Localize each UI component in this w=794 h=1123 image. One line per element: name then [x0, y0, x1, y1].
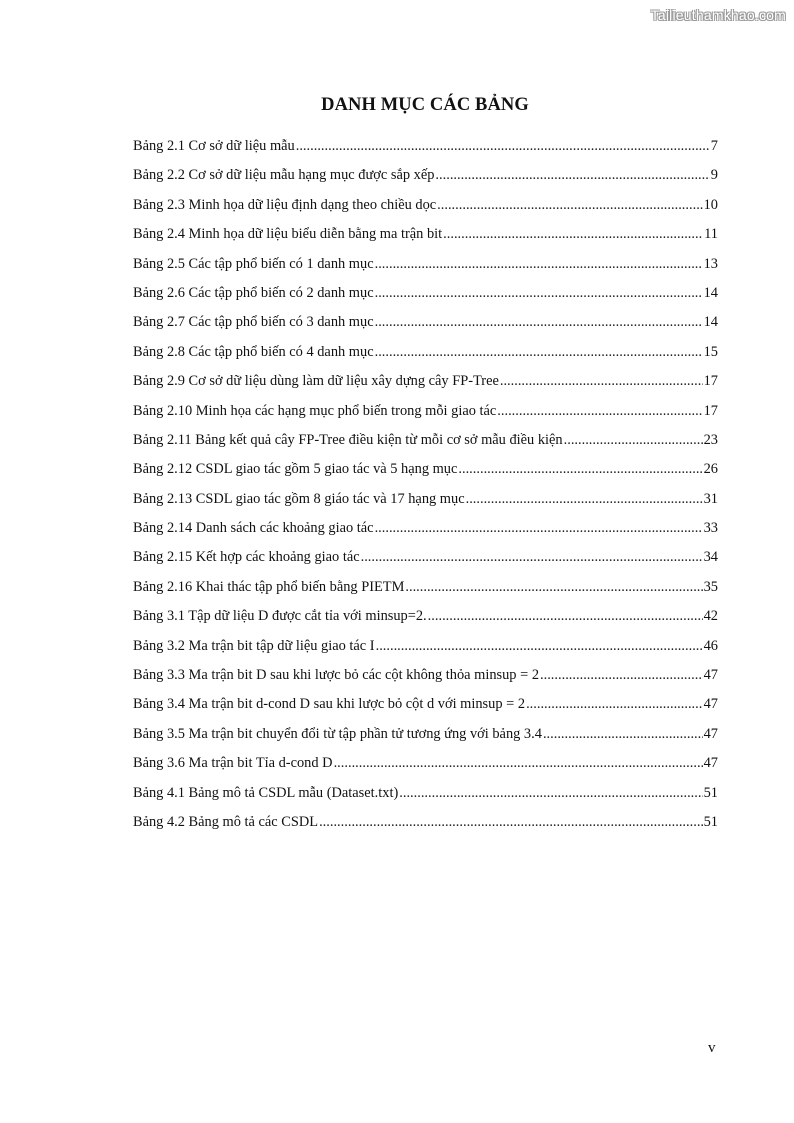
entry-label: Bảng 2.4 Minh họa dữ liệu biểu diễn bằng ma trận bit — [133, 226, 443, 243]
dot-leader — [361, 547, 703, 567]
entry-page-number: 17 — [703, 402, 718, 419]
dot-leader — [540, 665, 703, 685]
table-list-entry[interactable] — [133, 636, 718, 665]
entry-page-number: 11 — [704, 226, 718, 243]
entry-label: Bảng 2.8 Các tập phổ biến có 4 danh mục — [133, 343, 374, 360]
entry-page-number: 14 — [703, 284, 718, 301]
entry-label: Bảng 3.5 Ma trận bit chuyển đổi từ tập phần tử tương ứng với bảng 3.4 — [133, 725, 542, 742]
table-list-entry[interactable] — [133, 577, 718, 606]
entry-label: Bảng 2.12 CSDL giao tác gồm 5 giao tác và 5 hạng mục — [133, 461, 458, 478]
table-list-entry[interactable] — [133, 195, 718, 224]
table-list-entry[interactable] — [133, 518, 718, 547]
entry-label: Bảng 4.1 Bảng mô tả CSDL mẫu (Dataset.txt) — [133, 784, 399, 801]
entry-page-number: 7 — [710, 138, 718, 154]
entry-label: Bảng 2.2 Cơ sở dữ liệu mẫu hạng mục được sắp xếp — [133, 167, 435, 184]
entry-page-number: 47 — [703, 725, 718, 742]
entry-label: Bảng 2.3 Minh họa dữ liệu định dạng theo chiều dọc — [133, 196, 437, 213]
dot-leader — [458, 459, 702, 479]
table-list-entry[interactable] — [133, 606, 718, 635]
entry-page-number: 51 — [703, 813, 718, 830]
table-list — [133, 136, 718, 841]
dot-leader — [443, 224, 703, 244]
entry-label: Bảng 3.4 Ma trận bit d-cond D sau khi lược bỏ cột d với minsup = 2 — [133, 696, 526, 713]
table-list-entry[interactable] — [133, 694, 718, 723]
dot-leader — [500, 371, 703, 391]
entry-page-number: 42 — [703, 608, 718, 625]
entry-label: Bảng 4.2 Bảng mô tả các CSDL — [133, 813, 319, 830]
entry-page-number: 51 — [703, 784, 718, 801]
table-list-entry[interactable] — [133, 342, 718, 371]
dot-leader — [564, 430, 703, 450]
dot-leader — [435, 165, 709, 185]
entry-page-number: 10 — [703, 196, 718, 213]
entry-label: Bảng 2.7 Các tập phổ biến có 3 danh mục — [133, 314, 374, 331]
dot-leader — [296, 136, 710, 156]
entry-page-number: 14 — [703, 314, 718, 331]
dot-leader — [375, 518, 703, 538]
entry-page-number: 35 — [703, 578, 718, 595]
dot-leader — [375, 312, 703, 332]
dot-leader — [428, 606, 703, 626]
table-list-entry[interactable] — [133, 753, 718, 782]
entry-page-number: 47 — [703, 696, 718, 713]
table-list-entry[interactable] — [133, 283, 718, 312]
entry-label: Bảng 2.5 Các tập phổ biến có 1 danh mục — [133, 255, 374, 272]
entry-page-number: 17 — [703, 373, 718, 390]
dot-leader — [437, 195, 702, 215]
table-list-entry[interactable] — [133, 547, 718, 576]
table-list-entry[interactable] — [133, 312, 718, 341]
dot-leader — [319, 812, 703, 832]
entry-page-number: 47 — [703, 667, 718, 684]
entry-label: Bảng 2.10 Minh họa các hạng mục phổ biến trong mỗi giao tác — [133, 402, 497, 419]
dot-leader — [375, 254, 703, 274]
dot-leader — [466, 489, 703, 509]
table-list-entry[interactable] — [133, 783, 718, 812]
table-list-entry[interactable] — [133, 489, 718, 518]
table-list-entry[interactable] — [133, 136, 718, 165]
entry-label: Bảng 2.6 Các tập phổ biến có 2 danh mục — [133, 284, 374, 301]
entry-page-number: 33 — [703, 520, 718, 537]
table-list-entry[interactable] — [133, 724, 718, 753]
dot-leader — [376, 636, 703, 656]
entry-label: Bảng 2.16 Khai thác tập phổ biến bằng PIETM — [133, 578, 405, 595]
dot-leader — [399, 783, 702, 803]
entry-label: Bảng 2.14 Danh sách các khoảng giao tác — [133, 520, 374, 537]
table-list-entry[interactable] — [133, 665, 718, 694]
dot-leader — [334, 753, 703, 773]
table-list-entry[interactable] — [133, 165, 718, 194]
dot-leader — [405, 577, 702, 597]
table-list-entry[interactable] — [133, 254, 718, 283]
entry-page-number: 26 — [703, 461, 718, 478]
watermark-logo: Tailieuthamkhao.com — [650, 7, 786, 23]
entry-page-number: 13 — [703, 255, 718, 272]
dot-leader — [543, 724, 703, 744]
entry-label: Bảng 2.15 Kết hợp các khoảng giao tác — [133, 549, 360, 566]
entry-label: Bảng 2.9 Cơ sở dữ liệu dùng làm dữ liệu xây dựng cây FP-Tree — [133, 373, 499, 390]
entry-page-number: 34 — [703, 549, 718, 566]
page-number: v — [708, 1040, 716, 1056]
dot-leader — [375, 283, 703, 303]
dot-leader — [526, 694, 703, 714]
entry-label: Bảng 3.1 Tập dữ liệu D được cắt tỉa với minsup=2. — [133, 608, 427, 625]
entry-page-number: 9 — [710, 167, 718, 184]
entry-label: Bảng 2.11 Bảng kết quả cây FP-Tree điều kiện từ mỗi cơ sở mẫu điều kiện — [133, 431, 563, 448]
table-list-entry[interactable] — [133, 459, 718, 488]
entry-page-number: 31 — [703, 490, 718, 507]
entry-label: Bảng 3.2 Ma trận bit tập dữ liệu giao tác I — [133, 637, 375, 654]
table-list-entry[interactable] — [133, 430, 718, 459]
entry-label: Bảng 2.13 CSDL giao tác gồm 8 giáo tác và 17 hạng mục — [133, 490, 465, 507]
entry-page-number: 23 — [703, 431, 718, 448]
entry-page-number: 47 — [703, 755, 718, 772]
table-list-entry[interactable] — [133, 812, 718, 841]
entry-label: Bảng 3.3 Ma trận bit D sau khi lược bỏ các cột không thỏa minsup = 2 — [133, 667, 540, 684]
entry-page-number: 15 — [703, 343, 718, 360]
dot-leader — [375, 342, 703, 362]
table-list-entry[interactable] — [133, 371, 718, 400]
page-title: DANH MỤC CÁC BẢNG — [321, 95, 529, 115]
entry-page-number: 46 — [703, 637, 718, 654]
entry-label: Bảng 3.6 Ma trận bit Tỉa d-cond D — [133, 755, 333, 772]
dot-leader — [497, 401, 702, 421]
entry-label: Bảng 2.1 Cơ sở dữ liệu mẫu — [133, 138, 295, 154]
table-list-entry[interactable] — [133, 224, 718, 253]
table-list-entry[interactable] — [133, 401, 718, 430]
